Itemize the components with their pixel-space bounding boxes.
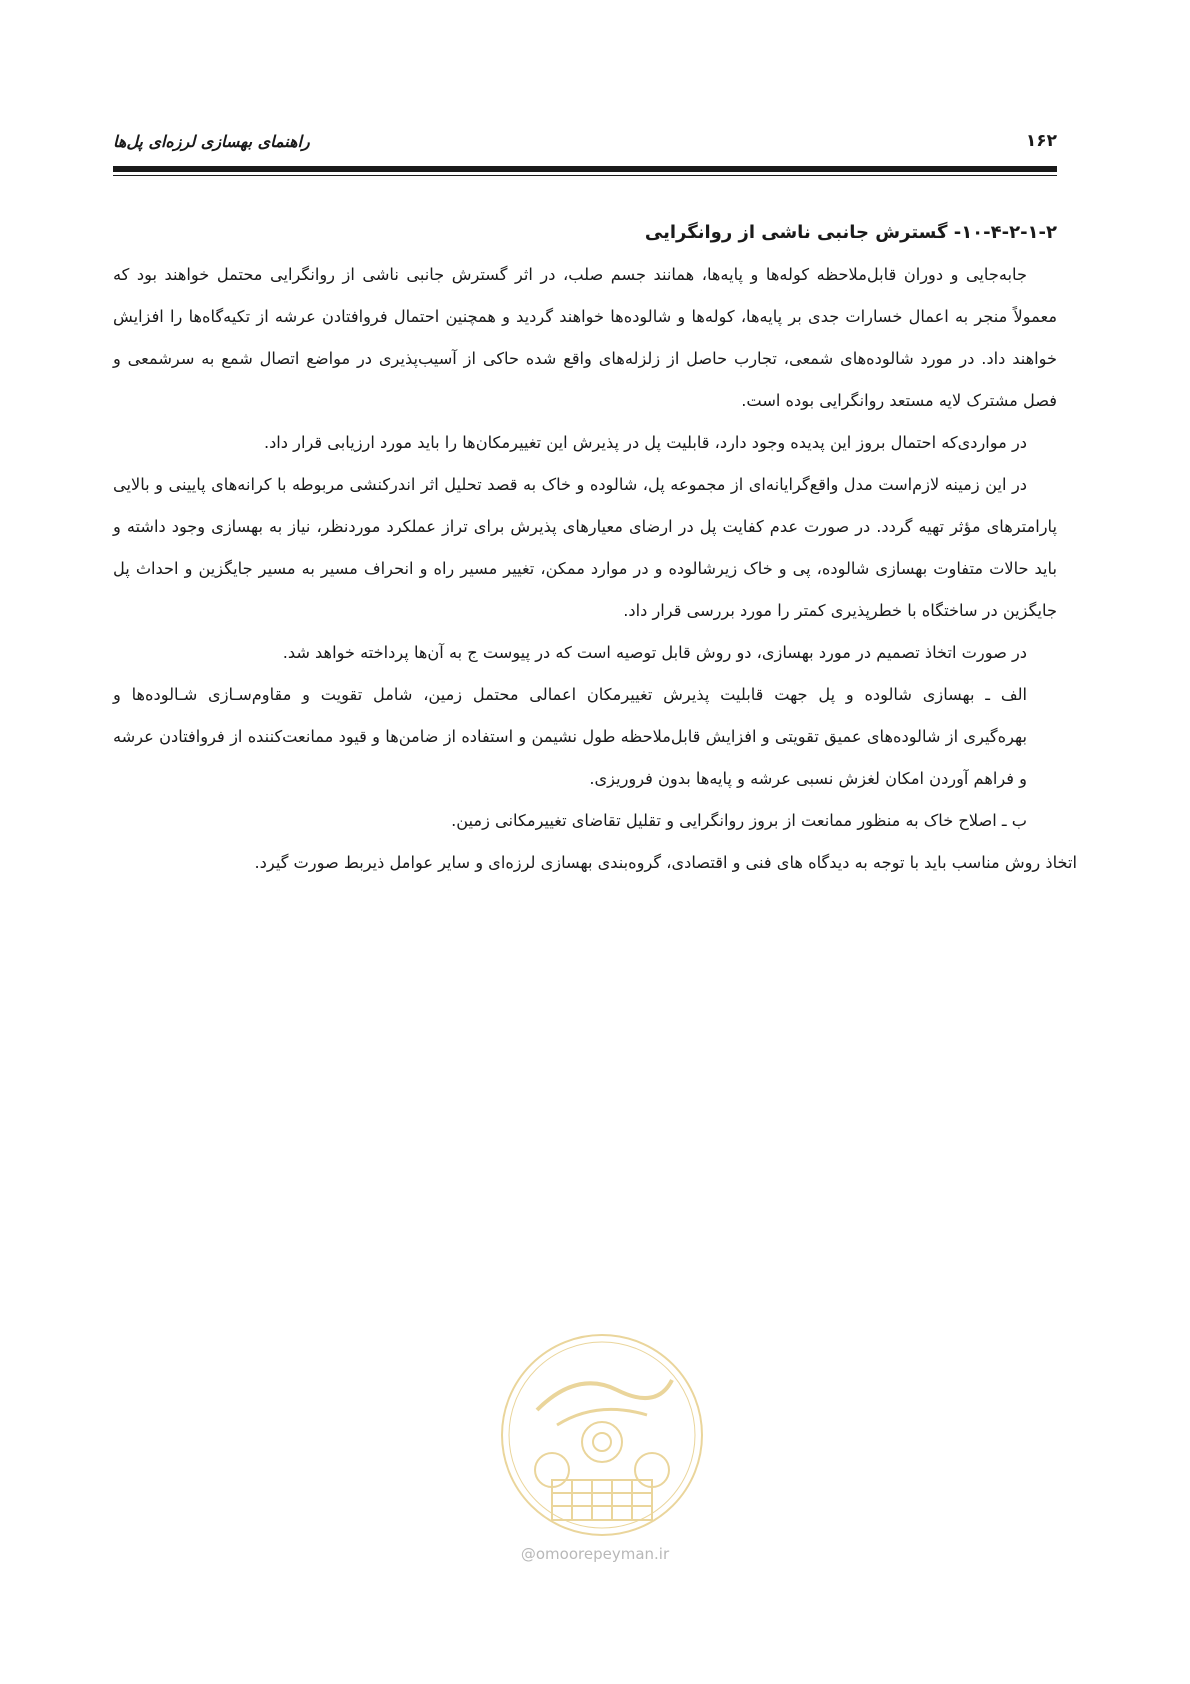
list-item-alef-rest: بهره‌گیری از شالوده‌های عمیق تقویتی و افزایش قابل‌ملاحظه طول نشیمن و استفاده از ضامن‌ها و قیود ممانعت‌کننده از فروافتادن عرشه و فراهم آوردن امکان لغزش نسبی عرشه و پایه‌ها بدون فروریزی. <box>113 727 1027 788</box>
conclusion-paragraph: اتخاذ روش مناسب باید با توجه به دیدگاه های فنی و اقتصادی، گروه‌بندی بهسازی لرزه‌ای و سایر عوامل ذیربط صورت گیرد. <box>254 853 1077 872</box>
paragraph-1: جابه‌جایی و دوران قابل‌ملاحظه کوله‌ها و پایه‌ها، همانند جسم صلب، در اثر گسترش جانبی ناشی از روانگرایی محتمل خواهند بود که معمولاً منجر به اعمال خسارات جدی بر پایه‌ها، کوله‌ها و شالوده‌ها خواهند گردید و همچنین احتمال فروافتادن عرشه از تکیه‌گاه‌ها را افزایش خواهند داد. در مورد شالوده‌های شمعی، تجارب حاصل از زلزله‌های واقع شده حاکی از آسیب‌پذیری در مواضع اتصال شمع به سرشمعی و فصل مشترک لایه مستعد روانگرایی بوده است. <box>113 265 1057 410</box>
page-number: ۱۶۲ <box>1025 131 1057 151</box>
list-item-alef-first-line: الف ـ بهسازی شالوده و پل جهت قابلیت پذیرش تغییرمکان اعمالی محتمل زمین، شامل تقویت و مقاوم‌سـازی شـالوده‌ها و <box>113 685 1027 704</box>
watermark-url: @omoorepeyman.ir <box>520 1545 670 1563</box>
watermark-logo <box>497 1330 707 1540</box>
list-item-be-text: ب ـ اصلاح خاک به منظور ممانعت از بروز روانگرایی و تقلیل تقاضای تغییرمکانی زمین. <box>451 811 1027 830</box>
header-rule-thick <box>113 166 1057 172</box>
section-body <box>113 216 1077 884</box>
section-heading: ۱۰-۴-۲-۱-۲- گسترش جانبی ناشی از روانگرایی <box>644 222 1057 243</box>
header-rule-thin <box>113 175 1057 176</box>
page-header <box>113 126 1057 156</box>
list-item-be <box>113 800 1057 842</box>
list-item-alef <box>113 674 1057 800</box>
paragraph-2: در مواردی‌که احتمال بروز این پدیده وجود دارد، قابلیت پل در پذیرش این تغییرمکان‌ها را باید مورد ارزیابی قرار داد. <box>263 433 1027 452</box>
paragraph-4: در صورت اتخاذ تصمیم در مورد بهسازی، دو روش قابل توصیه است که در پیوست ج به آن‌ها پرداخته خواهد شد. <box>282 643 1027 662</box>
paragraph-3: در این زمینه لازم‌است مدل واقع‌گرایانه‌ای از مجموعه پل، شالوده و خاک به قصد تحلیل اثر اندرکنشی مربوطه با کرانه‌های پایینی و بالایی پارامترهای مؤثر تهیه گردد. در صورت عدم کفایت پل در ارضای معیارهای پذیرش برای تراز عملکرد موردنظر، نیاز به بهسازی وجود داشته و باید حالات متفاوت بهسازی شالوده، پی و خاک زیرشالوده و در موارد ممکن، تغییر مسیر راه و انحراف مسیر به مسیر جایگزین و احداث پل جایگزین در ساختگاه با خطرپذیری کمتر را مورد بررسی قرار داد. <box>113 475 1057 620</box>
running-title: راهنمای بهسازی لرزه‌ای پل‌ها <box>113 131 310 151</box>
